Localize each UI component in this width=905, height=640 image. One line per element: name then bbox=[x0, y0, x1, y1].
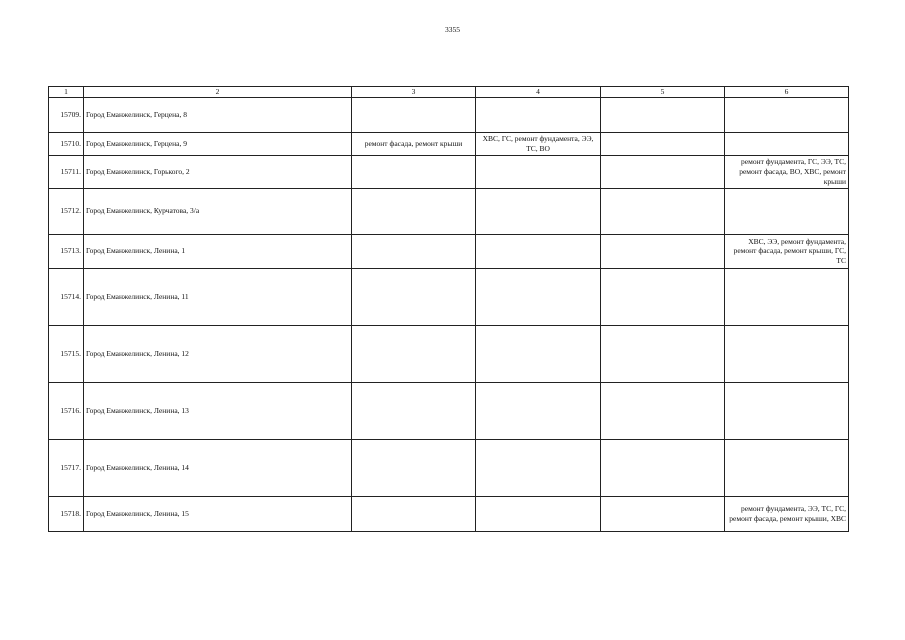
column-header-1: 1 bbox=[49, 87, 84, 98]
row-col5 bbox=[601, 188, 725, 234]
row-number: 15715. bbox=[49, 325, 84, 382]
row-col3 bbox=[352, 382, 476, 439]
row-number: 15714. bbox=[49, 268, 84, 325]
row-col6 bbox=[725, 268, 849, 325]
column-header-3: 3 bbox=[352, 87, 476, 98]
row-col5 bbox=[601, 382, 725, 439]
row-col3 bbox=[352, 496, 476, 531]
row-address: Город Еманжелинск, Горького, 2 bbox=[84, 155, 352, 188]
row-col3 bbox=[352, 188, 476, 234]
row-col5 bbox=[601, 132, 725, 155]
row-address: Город Еманжелинск, Ленина, 12 bbox=[84, 325, 352, 382]
table-row bbox=[49, 382, 849, 439]
row-col3 bbox=[352, 155, 476, 188]
row-col3 bbox=[352, 97, 476, 132]
table-row bbox=[49, 439, 849, 496]
row-col4 bbox=[476, 188, 601, 234]
column-header-2: 2 bbox=[84, 87, 352, 98]
row-col5 bbox=[601, 97, 725, 132]
row-number: 15717. bbox=[49, 439, 84, 496]
row-col5 bbox=[601, 325, 725, 382]
row-col6: ремонт фундамента, ГС, ЭЭ, ТС, ремонт фасада, ВО, ХВС, ремонт крыши bbox=[725, 155, 849, 188]
row-number: 15711. bbox=[49, 155, 84, 188]
row-number: 15716. bbox=[49, 382, 84, 439]
table-row bbox=[49, 234, 849, 268]
row-col4 bbox=[476, 325, 601, 382]
table-row bbox=[49, 132, 849, 155]
row-address: Город Еманжелинск, Ленина, 1 bbox=[84, 234, 352, 268]
table-row bbox=[49, 155, 849, 188]
row-address: Город Еманжелинск, Курчатова, 3/а bbox=[84, 188, 352, 234]
row-col3 bbox=[352, 234, 476, 268]
header-row bbox=[49, 87, 849, 98]
row-col4 bbox=[476, 439, 601, 496]
row-col3 bbox=[352, 325, 476, 382]
table-row bbox=[49, 268, 849, 325]
row-col4 bbox=[476, 234, 601, 268]
row-col5 bbox=[601, 268, 725, 325]
row-address: Город Еманжелинск, Герцена, 9 bbox=[84, 132, 352, 155]
row-col6: ХВС, ЭЭ, ремонт фундамента, ремонт фасада, ремонт крыши, ГС, ТС bbox=[725, 234, 849, 268]
row-number: 15718. bbox=[49, 496, 84, 531]
row-number: 15709. bbox=[49, 97, 84, 132]
row-col4 bbox=[476, 155, 601, 188]
row-col6 bbox=[725, 97, 849, 132]
row-number: 15712. bbox=[49, 188, 84, 234]
row-col6 bbox=[725, 439, 849, 496]
row-col6 bbox=[725, 132, 849, 155]
table-row bbox=[49, 188, 849, 234]
row-address: Город Еманжелинск, Ленина, 13 bbox=[84, 382, 352, 439]
row-number: 15710. bbox=[49, 132, 84, 155]
row-col4 bbox=[476, 382, 601, 439]
row-col3 bbox=[352, 439, 476, 496]
row-address: Город Еманжелинск, Ленина, 15 bbox=[84, 496, 352, 531]
row-col6: ремонт фундамента, ЭЭ, ТС, ГС, ремонт фасада, ремонт крыши, ХВС bbox=[725, 496, 849, 531]
table-row bbox=[49, 97, 849, 132]
row-address: Город Еманжелинск, Ленина, 11 bbox=[84, 268, 352, 325]
row-col4 bbox=[476, 97, 601, 132]
column-header-4: 4 bbox=[476, 87, 601, 98]
table-row bbox=[49, 325, 849, 382]
column-header-5: 5 bbox=[601, 87, 725, 98]
row-col5 bbox=[601, 439, 725, 496]
row-col6 bbox=[725, 188, 849, 234]
row-address: Город Еманжелинск, Ленина, 14 bbox=[84, 439, 352, 496]
row-col3 bbox=[352, 268, 476, 325]
row-col5 bbox=[601, 496, 725, 531]
row-col5 bbox=[601, 234, 725, 268]
page-number: 3355 bbox=[445, 25, 460, 34]
row-col3: ремонт фасада, ремонт крыши bbox=[352, 132, 476, 155]
row-col5 bbox=[601, 155, 725, 188]
row-col6 bbox=[725, 325, 849, 382]
repair-schedule-table bbox=[48, 86, 849, 532]
column-header-6: 6 bbox=[725, 87, 849, 98]
row-col4 bbox=[476, 268, 601, 325]
row-address: Город Еманжелинск, Герцена, 8 bbox=[84, 97, 352, 132]
row-col6 bbox=[725, 382, 849, 439]
table-row bbox=[49, 496, 849, 531]
row-number: 15713. bbox=[49, 234, 84, 268]
row-col4: ХВС, ГС, ремонт фундамента, ЭЭ, ТС, ВО bbox=[476, 132, 601, 155]
row-col4 bbox=[476, 496, 601, 531]
